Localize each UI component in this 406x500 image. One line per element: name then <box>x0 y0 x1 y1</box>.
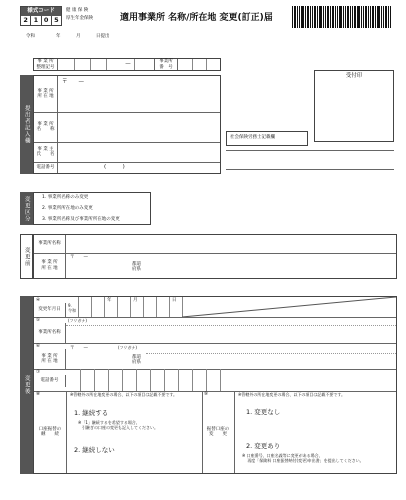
change-type-option-2[interactable]: 2. 事業所所在地のみ変更 <box>42 206 93 211</box>
office-code-label: 事 業 所 整理記号 <box>34 59 58 70</box>
change-date-month: 月 <box>133 298 138 303</box>
new-name-label: 事業所名称 <box>34 323 66 343</box>
change-date-label: 変更年月日 <box>34 303 66 317</box>
insurance-type-line2: 厚生年金保険 <box>66 16 93 21</box>
bank-change-option-1[interactable]: 1. 変更なし <box>246 408 281 416</box>
applicant-side-label: 提出者記入欄 <box>20 75 33 174</box>
form-code-digit: 5 <box>54 16 59 25</box>
bank-continue-option-2[interactable]: 2. 継続しない <box>74 446 115 454</box>
office-name-label: 事 業 所 名 称 <box>34 112 58 142</box>
before-address-field[interactable] <box>146 253 396 278</box>
after-side-label: 変更後 <box>20 296 33 474</box>
sharoushi-label: 社会保険労務士記載欄 <box>230 135 275 140</box>
new-address-furigana: (フリガナ) <box>118 345 137 350</box>
new-address-num: ⑥ <box>36 344 41 349</box>
bank-continue-num: ⑧ <box>36 392 41 397</box>
date-year: 年 <box>56 34 61 39</box>
office-number-label: 事業所 番 号 <box>154 59 178 70</box>
change-type-box <box>33 192 151 225</box>
change-type-option-3[interactable]: 3. 事業所名称及び事業所所在地の変更 <box>42 217 120 222</box>
change-date-year: 年 <box>107 298 112 303</box>
new-name-num: ⑤ <box>36 318 41 323</box>
bank-change-num: ⑨ <box>204 392 209 397</box>
form-code-box <box>20 6 62 26</box>
new-address-pref-label: 都道 府県 <box>132 355 141 366</box>
form-code-label: 様式コード <box>21 7 61 16</box>
before-side-label: 変更前 <box>20 234 33 279</box>
before-block <box>33 234 397 279</box>
bank-continue-note: ※管轄外の所在地変更の場合、以下の項目は記載不要です。 <box>70 392 178 397</box>
new-name-furigana: (フリガナ) <box>68 318 87 323</box>
barcode <box>292 6 392 28</box>
office-number-cells[interactable] <box>178 59 220 70</box>
phone-field[interactable]: ( ) <box>104 164 125 170</box>
form-code-digit: 2 <box>21 16 31 26</box>
reception-stamp-label: 受付印 <box>345 73 363 79</box>
bank-change-note: ※管轄外の所在地変更の場合、以下の項目は記載不要です。 <box>238 392 346 397</box>
form-code-digit: 0 <box>42 16 52 26</box>
reception-stamp-box <box>314 70 394 142</box>
bank-change-subnote: ※ 口座番号、口座名義等に変更がある場合、 再度「保険料 口座振替納付(変更)申出書」を提出してください。 <box>242 453 364 463</box>
bank-change-option-2[interactable]: 2. 変更あり <box>246 442 281 450</box>
change-date-cells[interactable] <box>78 297 182 317</box>
before-name-label: 事業所名称 <box>34 235 66 253</box>
owner-name-label: 事 業 主 氏 名 <box>34 142 58 162</box>
office-address-label: 事 業 所 所 在 地 <box>34 76 58 112</box>
sharoushi-lines <box>226 150 394 170</box>
form-title: 適用事業所 名称/所在地 変更(訂正)届 <box>120 13 273 23</box>
form-code-digits <box>21 16 61 26</box>
date-month: 月 <box>76 34 81 39</box>
form-code-digit: 1 <box>31 16 41 26</box>
new-address-label: 事 業 所 所 在 地 <box>34 349 66 369</box>
bank-continue-label: 口座振替の 継 続 <box>38 426 62 437</box>
before-postal[interactable]: 〒 — <box>70 255 88 260</box>
new-address-field[interactable] <box>146 353 396 369</box>
new-phone-num: ⑦ <box>36 370 41 375</box>
office-code-row <box>33 58 221 71</box>
applicant-block <box>33 75 221 174</box>
new-phone-cells[interactable] <box>66 369 238 391</box>
bank-continue-option-1[interactable]: 1. 継続する <box>74 409 109 417</box>
new-address-postal[interactable]: 〒 — <box>70 346 88 351</box>
bank-continue-subnote: ※「1」継続するを希望する場合、 引継ぎの口座の変更も記入してください。 <box>78 420 158 430</box>
sharoushi-box <box>226 131 308 146</box>
date-era: 令和 <box>26 34 35 39</box>
date-day: 日提出 <box>96 34 110 39</box>
new-phone-label: 電話番号 <box>34 375 66 387</box>
before-address-label: 事 業 所 所 在 地 <box>34 253 66 278</box>
change-date-diagonal <box>182 297 396 317</box>
change-type-option-1[interactable]: 1. 事業所名称のみ変更 <box>42 195 89 200</box>
insurance-type-line1: 健 康 保 険 <box>66 8 89 13</box>
change-date-num: ④ <box>36 298 41 303</box>
new-name-field[interactable] <box>66 325 396 343</box>
phone-label: 電話番号 <box>34 162 58 173</box>
change-date-era: 9. 令和 <box>68 303 76 313</box>
before-pref-label: 都道 府県 <box>132 262 141 273</box>
change-type-side-label: 変更区分 <box>20 192 33 225</box>
office-code-cells[interactable] <box>58 59 122 70</box>
bank-change-label: 振替口座の 変 更 <box>206 426 230 437</box>
office-address-field[interactable]: 〒 — <box>62 79 85 85</box>
office-code-cells-2[interactable] <box>134 59 154 70</box>
before-name-field[interactable] <box>66 235 396 253</box>
change-date-day: 日 <box>172 298 177 303</box>
office-code-dash: — <box>125 61 131 68</box>
after-block <box>33 296 397 474</box>
